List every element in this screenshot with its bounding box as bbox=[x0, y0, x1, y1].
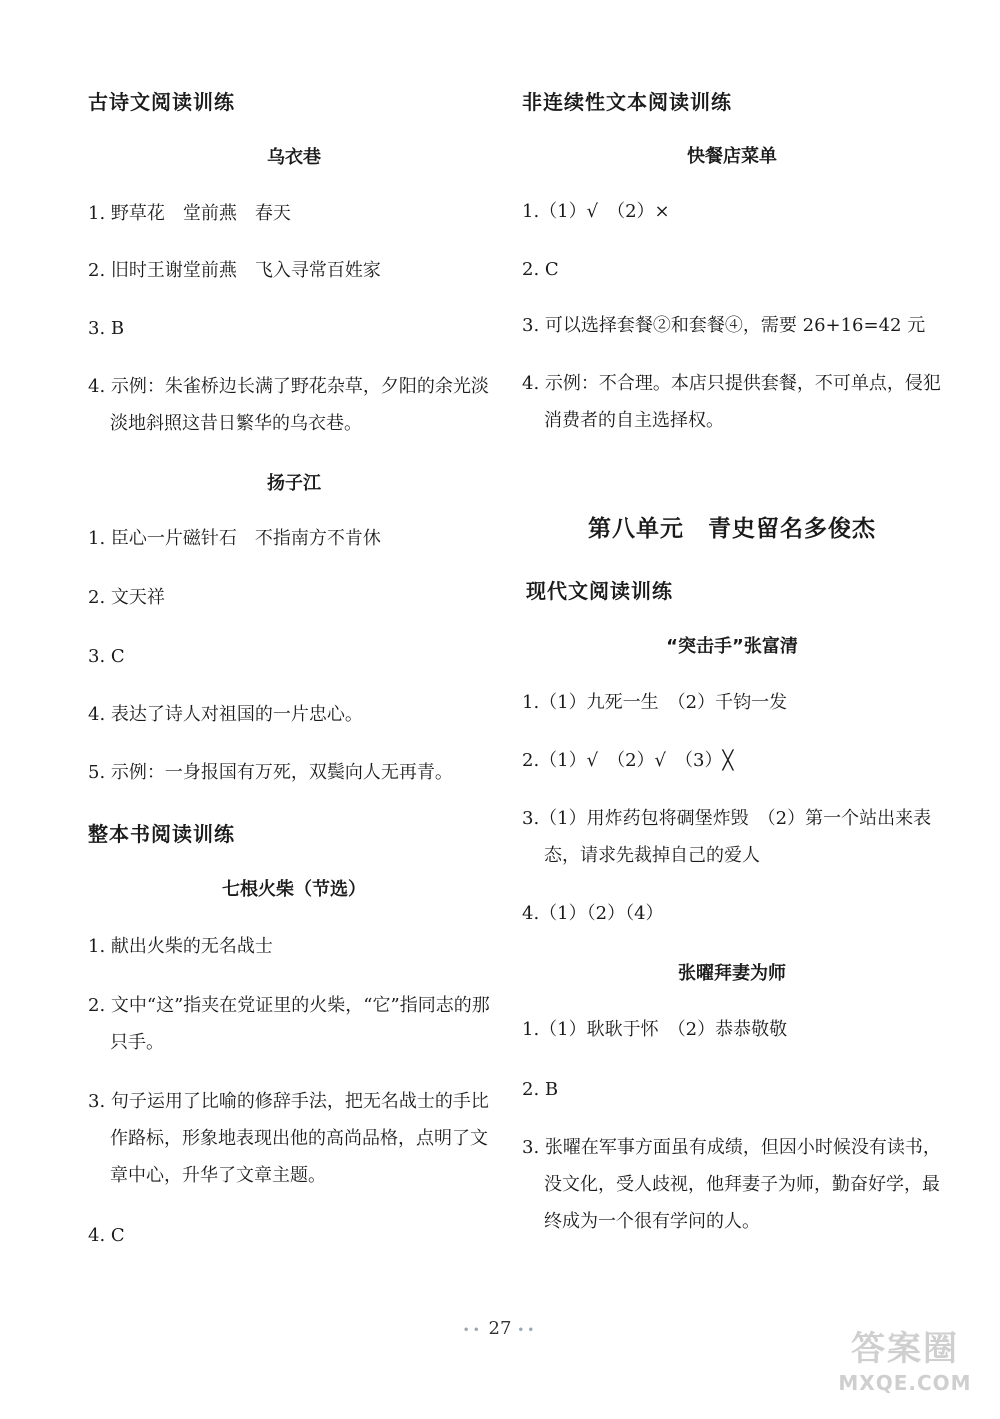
answer-item: 1.（1）九死一生 （2）千钧一发 bbox=[522, 692, 788, 713]
section-heading-whole-book: 整本书阅读训练 bbox=[88, 822, 235, 846]
passage-title-seven-matches: 七根火柴（节选） bbox=[222, 879, 366, 900]
passage-title-yangzijiang: 扬子江 bbox=[267, 473, 321, 494]
passage-title-zhang-fuqing: “突击手”张富清 bbox=[666, 636, 798, 657]
answer-item: 1. 臣心一片磁针石 不指南方不肯休 bbox=[88, 528, 381, 549]
answer-item: 2. 旧时王谢堂前燕 飞入寻常百姓家 bbox=[88, 260, 381, 281]
answer-item: 3. C bbox=[88, 646, 125, 667]
answer-item: 1.（1）√ （2）× bbox=[522, 201, 670, 222]
passage-title-fast-food-menu: 快餐店菜单 bbox=[687, 146, 777, 167]
answer-item: 1.（1）耿耿于怀 （2）恭恭敬敬 bbox=[522, 1019, 788, 1040]
answer-item: 2. 文天祥 bbox=[88, 587, 165, 608]
section-heading-modern-text: 现代文阅读训练 bbox=[526, 579, 673, 603]
answer-item: 4. 示例：不合理。本店只提供套餐，不可单点，侵犯消费者的自主选择权。 bbox=[522, 373, 941, 431]
answer-item: 1. 献出火柴的无名战士 bbox=[88, 936, 273, 957]
unit-title: 第八单元 青史留名多俊杰 bbox=[588, 516, 876, 542]
passage-title-wuyixiang: 乌衣巷 bbox=[267, 147, 321, 168]
page-number: 27 bbox=[488, 1318, 512, 1339]
answer-item: 4.（1）（2）（4） bbox=[522, 903, 664, 924]
answer-item: 3. 句子运用了比喻的修辞手法，把无名战士的手比作路标，形象地表现出他的高尚品格，点明了文章中心，升华了文章主题。 bbox=[88, 1091, 489, 1186]
answer-item: 2. 文中“这”指夹在党证里的火柴，“它”指同志的那只手。 bbox=[88, 995, 490, 1053]
answer-item: 3. 张曜在军事方面虽有成绩，但因小时候没有读书，没文化，受人歧视，他拜妻子为师，勤奋好学，最终成为一个很有学问的人。 bbox=[522, 1137, 941, 1232]
answer-item: 2. B bbox=[522, 1079, 559, 1100]
answer-item: 3.（1）用炸药包将碉堡炸毁 （2）第一个站出来表态，请求先裁掉自己的爱人 bbox=[522, 808, 932, 866]
watermark-main-text: 答案圈 bbox=[851, 1329, 959, 1369]
answer-item: 4. 示例：朱雀桥边长满了野花杂草，夕阳的余光淡淡地斜照这昔日繁华的乌衣巷。 bbox=[88, 376, 489, 434]
footer-dots-right: •• bbox=[517, 1323, 538, 1337]
watermark-logo bbox=[820, 1328, 990, 1410]
answer-item: 2.（1）√ （2）√ （3）╳ bbox=[522, 750, 734, 771]
answer-item: 4. C bbox=[88, 1225, 125, 1246]
answer-item: 4. 表达了诗人对祖国的一片忠心。 bbox=[88, 704, 363, 725]
answer-item: 3. B bbox=[88, 318, 125, 339]
answer-item: 2. C bbox=[522, 259, 559, 280]
answer-item: 5. 示例：一身报国有万死，双鬓向人无再青。 bbox=[88, 762, 453, 783]
passage-title-zhang-yao: 张曜拜妻为师 bbox=[678, 963, 786, 984]
watermark-sub-text: MXQE.COM bbox=[838, 1371, 972, 1395]
footer-dots-left: •• bbox=[462, 1323, 483, 1337]
section-heading-non-continuous-text: 非连续性文本阅读训练 bbox=[522, 90, 732, 114]
section-heading-classical-poetry: 古诗文阅读训练 bbox=[88, 90, 235, 114]
answer-item: 3. 可以选择套餐②和套餐④，需要 26+16=42 元 bbox=[522, 315, 926, 336]
answer-item: 1. 野草花 堂前燕 春天 bbox=[88, 203, 291, 224]
